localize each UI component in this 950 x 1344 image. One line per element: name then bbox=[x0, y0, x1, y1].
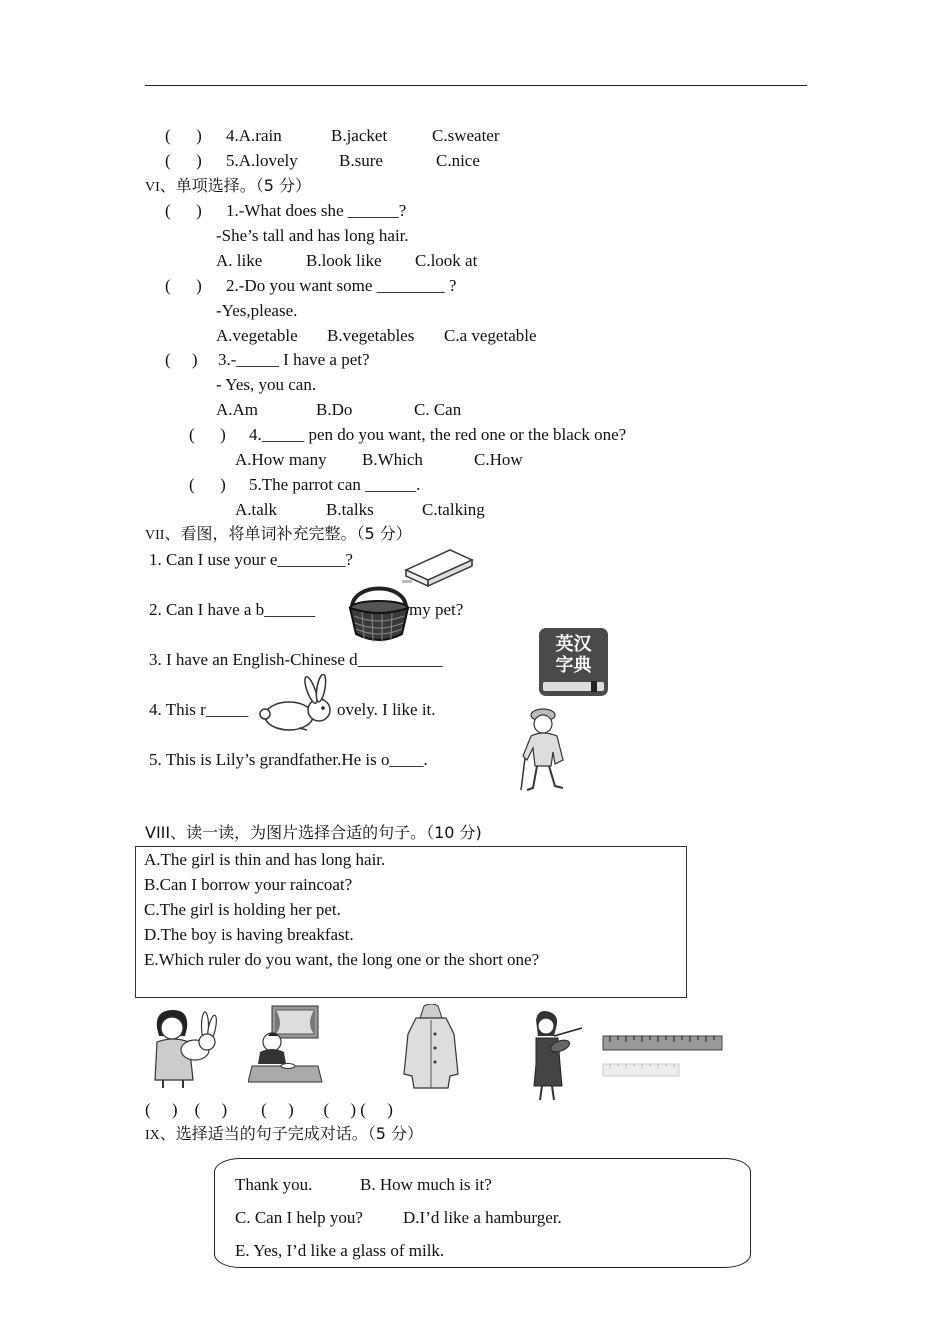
dictionary-title-line-2: 字典 bbox=[555, 655, 592, 676]
item-5-a: 5.A.lovely bbox=[226, 151, 298, 170]
eraser-picture bbox=[402, 544, 474, 588]
s7-item-4: 4. This r_____ bbox=[149, 700, 249, 719]
q2-option-c: C.a vegetable bbox=[444, 326, 537, 345]
s8-answer-blanks: ( ) ( ) ( ) ( ) ( ) bbox=[145, 1100, 393, 1119]
basket-picture bbox=[346, 578, 412, 646]
q4-option-a: A.How many bbox=[235, 450, 327, 469]
grandfather-picture bbox=[515, 704, 579, 796]
q1-question: 1.-What does she ______? bbox=[226, 201, 407, 220]
q3-paren: ( ) bbox=[165, 350, 198, 369]
s7-item-2-end: my pet? bbox=[409, 600, 464, 619]
top-rule bbox=[145, 85, 807, 86]
raincoat-picture bbox=[402, 1004, 460, 1090]
section-7-heading: VII、看图，将单词补充完整。（5 分） bbox=[145, 524, 412, 543]
s9-option-b: B. How much is it? bbox=[360, 1175, 492, 1194]
q3-option-a: A.Am bbox=[216, 400, 259, 419]
q1-option-a: A. like bbox=[216, 251, 263, 270]
q2-option-b: B.vegetables bbox=[327, 326, 415, 345]
q1-answer: -She’s tall and has long hair. bbox=[216, 226, 409, 245]
item-4-b: B.jacket bbox=[331, 126, 388, 145]
q2-question: 2.-Do you want some ________ ? bbox=[226, 276, 457, 295]
q5-question: 5.The parrot can ______. bbox=[249, 475, 421, 494]
rabbit-picture bbox=[259, 674, 339, 740]
section-6-heading: VI、单项选择。（5 分） bbox=[145, 176, 312, 195]
q4-option-c: C.How bbox=[474, 450, 523, 469]
q2-answer: -Yes,please. bbox=[216, 301, 298, 320]
s9-option-c: C. Can I help you? bbox=[235, 1208, 363, 1227]
q1-option-c: C.look at bbox=[415, 251, 478, 270]
s7-item-3: 3. I have an English-Chinese d__________ bbox=[149, 650, 443, 669]
s8-option-a: A.The girl is thin and has long hair. bbox=[144, 850, 386, 869]
s8-option-d: D.The boy is having breakfast. bbox=[144, 925, 354, 944]
q5-option-a: A.talk bbox=[235, 500, 278, 519]
q3-question: 3.-_____ I have a pet? bbox=[218, 350, 370, 369]
s7-item-1: 1. Can I use your e________? bbox=[149, 550, 353, 569]
s8-option-c: C.The girl is holding her pet. bbox=[144, 900, 341, 919]
q4-question: 4._____ pen do you want, the red one or the black one? bbox=[249, 425, 627, 444]
q2-option-a: A.vegetable bbox=[216, 326, 298, 345]
q3-option-c: C. Can bbox=[414, 400, 462, 419]
s9-option-a: Thank you. bbox=[235, 1175, 313, 1194]
item-5-c: C.nice bbox=[436, 151, 480, 170]
item-5-b: B.sure bbox=[339, 151, 383, 170]
s7-item-4-end: ovely. I like it. bbox=[337, 700, 436, 719]
s8-option-b: B.Can I borrow your raincoat? bbox=[144, 875, 353, 894]
rulers-picture bbox=[602, 1034, 724, 1080]
q3-answer: - Yes, you can. bbox=[216, 375, 317, 394]
q5-paren: ( ) bbox=[189, 475, 226, 494]
item-4-paren: ( ) bbox=[165, 126, 202, 145]
s7-item-2: 2. Can I have a b______ bbox=[149, 600, 316, 619]
q5-option-c: C.talking bbox=[422, 500, 485, 519]
section-9-heading: IX、选择适当的句子完成对话。（5 分） bbox=[145, 1124, 424, 1143]
s8-option-e: E.Which ruler do you want, the long one or the short one? bbox=[144, 950, 540, 969]
dictionary-title-line-1: 英汉 bbox=[555, 634, 592, 655]
s7-item-5: 5. This is Lily’s grandfather.He is o____. bbox=[149, 750, 428, 769]
girl-with-rabbit-picture bbox=[149, 1006, 219, 1090]
s9-option-e: E. Yes, I’d like a glass of milk. bbox=[235, 1241, 445, 1260]
boy-breakfast-picture bbox=[248, 1004, 324, 1088]
q2-paren: ( ) bbox=[165, 276, 202, 295]
section-8-heading: VIII、读一读，为图片选择合适的句子。（10 分) bbox=[145, 823, 482, 842]
q1-option-b: B.look like bbox=[306, 251, 382, 270]
q3-option-b: B.Do bbox=[316, 400, 353, 419]
s9-option-d: D.I’d like a hamburger. bbox=[403, 1208, 562, 1227]
q4-paren: ( ) bbox=[189, 425, 226, 444]
dictionary-picture bbox=[539, 628, 608, 696]
q1-paren: ( ) bbox=[165, 201, 202, 220]
q4-option-b: B.Which bbox=[362, 450, 423, 469]
item-4-c: C.sweater bbox=[432, 126, 500, 145]
q5-option-b: B.talks bbox=[326, 500, 374, 519]
item-4-a: 4.A.rain bbox=[226, 126, 282, 145]
violin-girl-picture bbox=[514, 1010, 586, 1104]
item-5-paren: ( ) bbox=[165, 151, 202, 170]
